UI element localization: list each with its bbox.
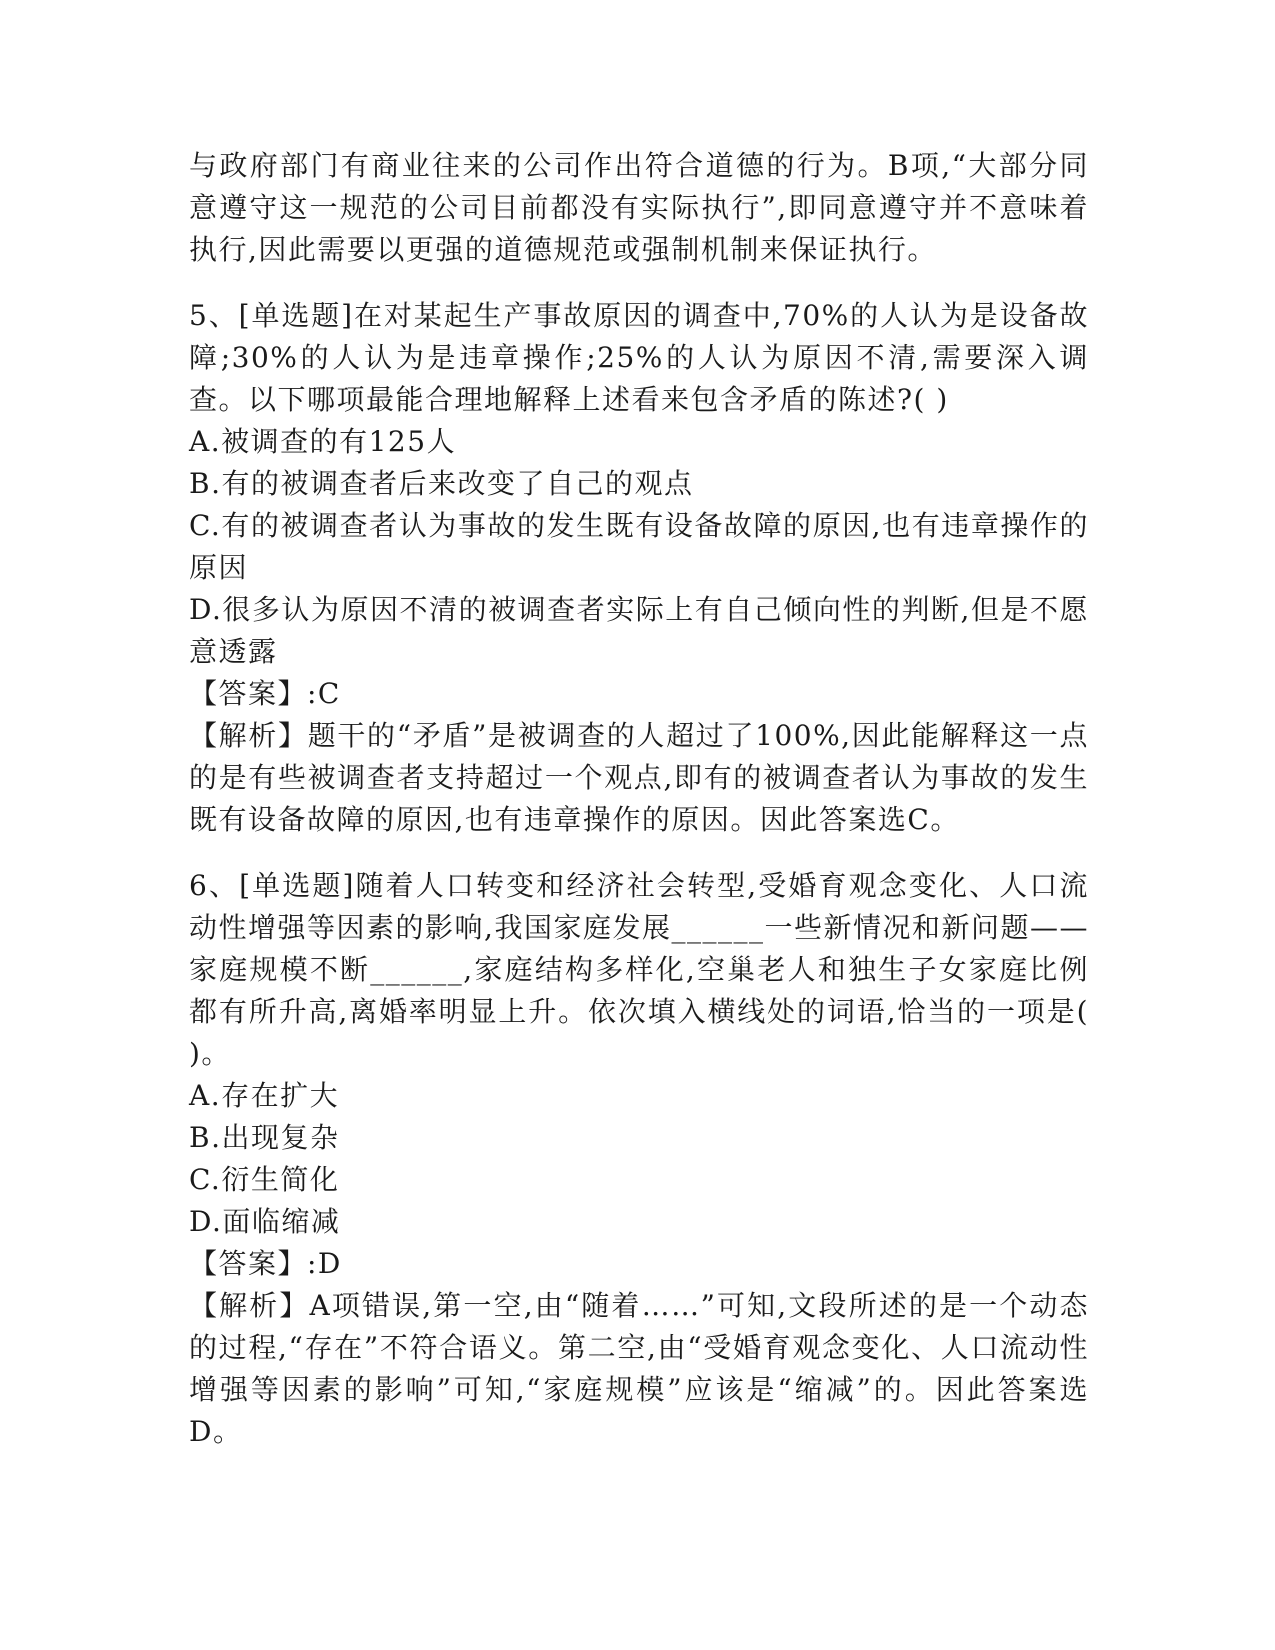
question-stem: 6、[单选题]随着人口转变和经济社会转型,受婚育观念变化、人口流动性增强等因素的影响,我国家庭发展______一些新情况和新问题——家庭规模不断______,家庭结构多样化,空巢老人和独生子女家庭比例都有所升高,离婚率明显上升。依次填入横线处的词语,恰当的一项是( )。 (189, 869, 1089, 1070)
option-d: D.面临缩减 (189, 1205, 341, 1238)
option-a: A.存在扩大 (189, 1079, 340, 1112)
option-c: C.有的被调查者认为事故的发生既有设备故障的原因,也有违章操作的原因 (189, 509, 1089, 584)
question-6 (189, 865, 1089, 1453)
question-5 (189, 295, 1089, 841)
answer: 【答案】:C (189, 677, 341, 710)
option-c: C.衍生简化 (189, 1163, 340, 1196)
analysis: 【解析】题干的“矛盾”是被调查的人超过了100%,因此能解释这一点的是有些被调查者支持超过一个观点,即有的被调查者认为事故的发生既有设备故障的原因,也有违章操作的原因。因此答案选C。 (189, 719, 1089, 836)
answer: 【答案】:D (189, 1247, 342, 1280)
option-a: A.被调查的有125人 (189, 425, 457, 458)
question-stem: 5、[单选题]在对某起生产事故原因的调查中,70%的人认为是设备故障;30%的人认为是违章操作;25%的人认为原因不清,需要深入调查。以下哪项最能合理地解释上述看来包含矛盾的陈述?( ) (189, 299, 1089, 416)
analysis: 【解析】A项错误,第一空,由“随着……”可知,文段所述的是一个动态的过程,“存在”不符合语义。第二空,由“受婚育观念变化、人口流动性增强等因素的影响”可知,“家庭规模”应该是“缩减”的。因此答案选D。 (189, 1289, 1089, 1448)
option-b: B.出现复杂 (189, 1121, 340, 1154)
option-d: D.很多认为原因不清的被调查者实际上有自己倾向性的判断,但是不愿意透露 (189, 593, 1089, 668)
option-b: B.有的被调查者后来改变了自己的观点 (189, 467, 694, 500)
document-content (189, 145, 1089, 1453)
carryover-paragraph: 与政府部门有商业往来的公司作出符合道德的行为。B项,“大部分同意遵守这一规范的公司目前都没有实际执行”,即同意遵守并不意味着执行,因此需要以更强的道德规范或强制机制来保证执行。 (189, 149, 1089, 266)
